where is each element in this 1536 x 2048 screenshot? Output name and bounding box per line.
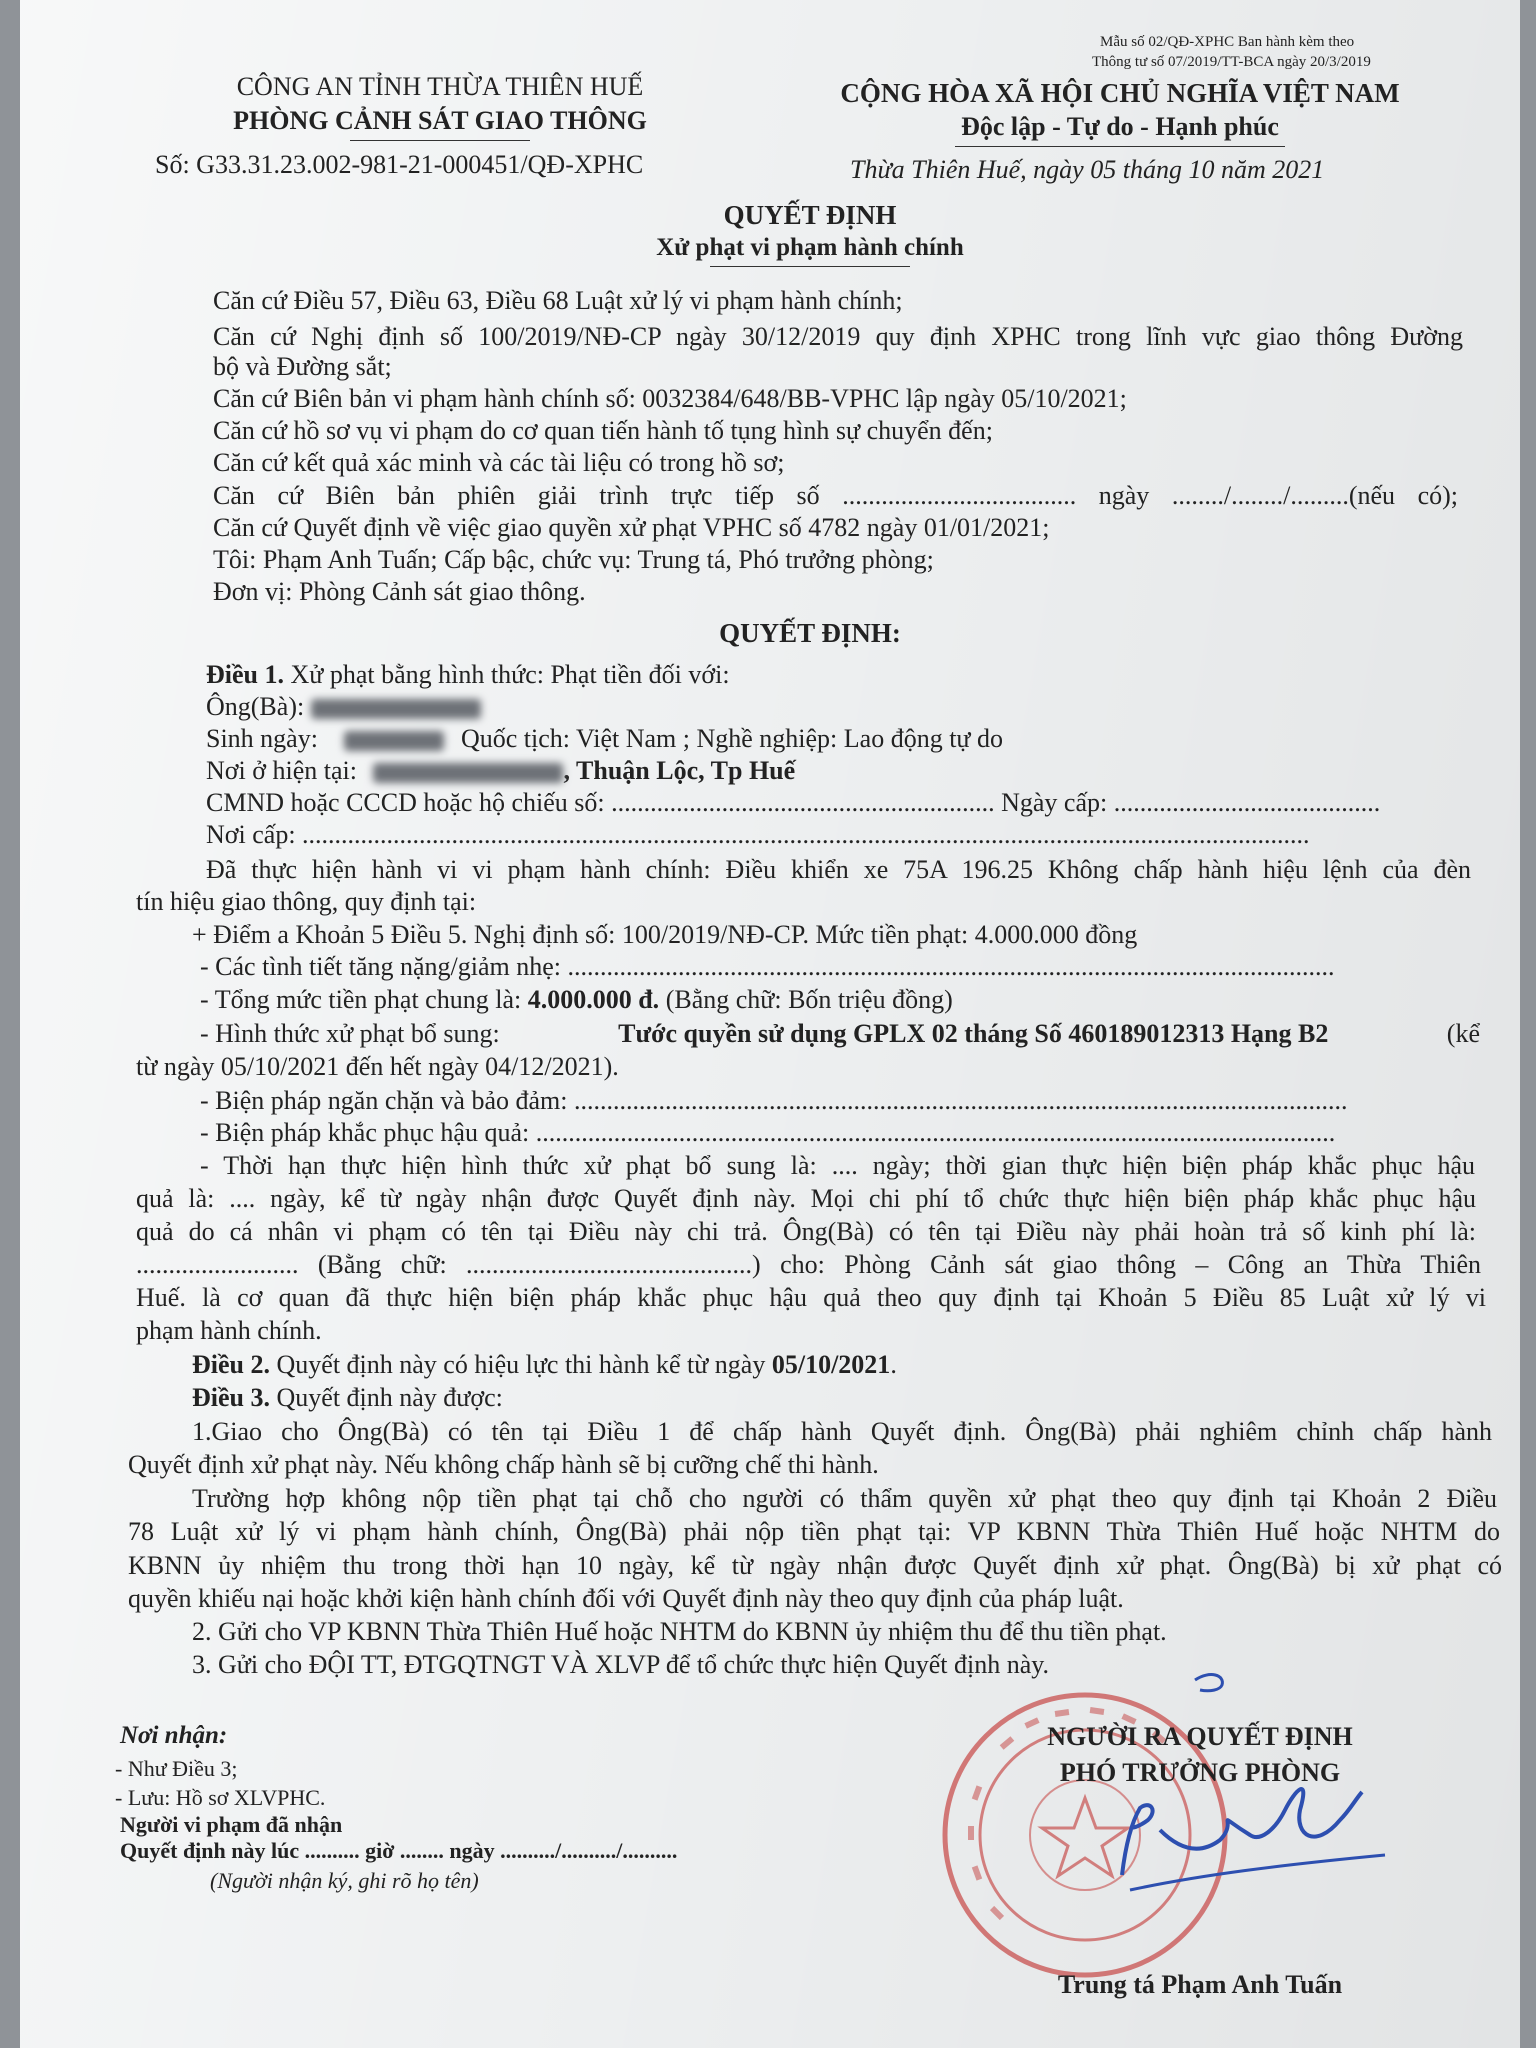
recipient-item: - Lưu: Hồ sơ XLVPHC. (115, 1785, 326, 1810)
redacted-address (373, 763, 563, 783)
article3-item: 3. Gửi cho ĐỘI TT, ĐTGQTNGT VÀ XLVP để tổ chức thực hiện Quyết định này. (192, 1650, 1050, 1679)
nation-underline (955, 146, 1285, 147)
basis-line: Căn cứ hồ sơ vụ vi phạm do cơ quan tiến hành tố tụng hình sự chuyển đến; (213, 416, 993, 445)
article3-item: KBNN ủy nhiệm thu trong thời hạn 10 ngày, kể từ ngày nhận được Quyết định xử phạt. Ông(Bà) bị xử phạt có (128, 1551, 1502, 1580)
total-words: (Bằng chữ: Bốn triệu đồng) (665, 985, 953, 1014)
article3-item: 2. Gửi cho VP KBNN Thừa Thiên Huế hoặc NHTM do KBNN ủy nhiệm thu để thu tiền phạt. (192, 1617, 1167, 1646)
name-label: Ông(Bà): (206, 692, 305, 721)
title-underline (710, 266, 910, 267)
form-note-2: Thông tư số 07/2019/TT-BCA ngày 20/3/2019 (1092, 54, 1371, 70)
term-line: ......................... (Bằng chữ: ............................................) cho: Phòng Cảnh sát giao thông – Công an Thừa Thiên (136, 1250, 1481, 1279)
article3-item: quyền khiếu nại hoặc khởi kiện hành chính đối với Quyết định này theo quy định của pháp luật. (128, 1584, 1124, 1613)
total-amount: 4.000.000 đ. (527, 985, 660, 1014)
signature (1100, 1660, 1400, 1920)
article3-line (192, 1383, 503, 1413)
total-line (200, 985, 953, 1015)
article1-intro-text: Xử phạt bằng hình thức: Phạt tiền đối với: (290, 660, 730, 689)
decision-heading: QUYẾT ĐỊNH: (719, 618, 901, 648)
decision-number: Số: G33.31.23.002-981-21-000451/QĐ-XPHC (155, 150, 644, 179)
receipt-line-2: Quyết định này lúc .......... giờ ........ ngày ........../........../.......... (120, 1838, 678, 1863)
basis-line: Căn cứ Quyết định về việc giao quyền xử phạt VPHC số 4782 ngày 01/01/2021; (213, 513, 1050, 542)
address-line (206, 756, 795, 786)
basis-line: Căn cứ Nghị định số 100/2019/NĐ-CP ngày 30/12/2019 quy định XPHC trong lĩnh vực giao thông Đường (213, 322, 1463, 351)
issue-place-line: Nơi cấp: ........................................................................................................................................................... (206, 820, 1310, 849)
receipt-line-1: Người vi phạm đã nhận (120, 1812, 343, 1837)
article3-item: Quyết định xử phạt này. Nếu không chấp hành sẽ bị cưỡng chế thi hành. (128, 1450, 879, 1479)
document-subtitle: Xử phạt vi phạm hành chính (656, 234, 964, 261)
article3-text: Quyết định này được: (276, 1383, 503, 1412)
redacted-name (311, 699, 481, 719)
recipient-item: - Như Điều 3; (115, 1756, 238, 1781)
dob-label: Sinh ngày: (206, 724, 318, 753)
term-line: quả là: .... ngày, kể từ ngày nhận được Quyết định này. Mọi chi phí tổ chức thực hiện biện pháp khắc phục hậu (136, 1184, 1476, 1213)
redacted-dob (344, 731, 444, 751)
id-line: CMND hoặc CCCD hoặc hộ chiếu số: ........................................................... Ngày cấp: ......................................... (206, 788, 1381, 817)
basis-line: Tôi: Phạm Anh Tuấn; Cấp bậc, chức vụ: Trung tá, Phó trưởng phòng; (213, 545, 934, 574)
address-visible: , Thuận Lộc, Tp Huế (563, 756, 796, 785)
clause-line: + Điểm a Khoản 5 Điều 5. Nghị định số: 100/2019/NĐ-CP. Mức tiền phạt: 4.000.000 đồng (192, 920, 1138, 949)
extra-penalty-value: Tước quyền sử dụng GPLX 02 tháng Số 460189012313 Hạng B2 (618, 1019, 1329, 1048)
basis-line: Căn cứ Biên bản vi phạm hành chính số: 0032384/648/BB-VPHC lập ngày 05/10/2021; (213, 384, 1127, 413)
term-line: - Thời hạn thực hiện hình thức xử phạt bổ sung là: .... ngày; thời gian thực hiện biện pháp khắc phục hậu (200, 1151, 1475, 1180)
total-label: - Tổng mức tiền phạt chung là: (200, 985, 522, 1014)
signer-name: Trung tá Phạm Anh Tuấn (1057, 1970, 1343, 1999)
document-page (20, 0, 1520, 2048)
dob-line (206, 724, 1003, 754)
article2-line (192, 1350, 897, 1380)
remedy-line: - Biện pháp khắc phục hậu quả: ........................................................................................................................... (200, 1118, 1336, 1147)
aggravating-line: - Các tình tiết tăng nặng/giảm nhẹ: ...................................................................................................................... (200, 952, 1335, 981)
article2-date: 05/10/2021 (771, 1350, 891, 1379)
nation-motto: Độc lập - Tự do - Hạnh phúc (961, 112, 1279, 141)
name-line (206, 692, 481, 722)
nationality-job: Quốc tịch: Việt Nam ; Nghề nghiệp: Lao động tự do (460, 724, 1004, 753)
article3-item: 1.Giao cho Ông(Bà) có tên tại Điều 1 để chấp hành Quyết định. Ông(Bà) phải nghiêm chỉnh chấp hành (192, 1417, 1492, 1446)
basis-line: Đơn vị: Phòng Cảnh sát giao thông. (213, 577, 586, 606)
term-line: phạm hành chính. (136, 1316, 322, 1345)
term-line: quả do cá nhân vi phạm có tên tại Điều này chi trả. Ông(Bà) có tên tại Điều này phải hoàn trả số kinh phí là: (136, 1217, 1476, 1246)
basis-line: bộ và Đường sắt; (213, 352, 392, 381)
receipt-note: (Người nhận ký, ghi rõ họ tên) (210, 1868, 479, 1893)
extra-penalty-line (200, 1019, 1480, 1049)
basis-line: Căn cứ Biên bản phiên giải trình trực tiếp số .................................... ngày ......../......../.........(nếu có); (213, 481, 1458, 510)
article2-label: Điều 2. (192, 1350, 270, 1379)
extra-penalty-line-2: từ ngày 05/10/2021 đến hết ngày 04/12/2021). (136, 1052, 619, 1081)
article3-item: Trường hợp không nộp tiền phạt tại chỗ cho người có thẩm quyền xử phạt theo quy định tại Khoản 2 Điều (192, 1484, 1497, 1513)
violation-line-2: tín hiệu giao thông, quy định tại: (136, 887, 477, 916)
place-date: Thừa Thiên Huế, ngày 05 tháng 10 năm 2021 (850, 155, 1325, 184)
extra-penalty-label: - Hình thức xử phạt bổ sung: (200, 1019, 500, 1048)
extra-penalty-tail: (kể (1446, 1019, 1480, 1048)
recipients-title: Nơi nhận: (120, 1722, 228, 1749)
document-title: QUYẾT ĐỊNH (723, 200, 897, 230)
signer-title: PHÓ TRƯỞNG PHÒNG (1059, 1758, 1341, 1787)
agency-underline (350, 140, 530, 141)
article1-intro (206, 660, 730, 690)
basis-line: Căn cứ kết quả xác minh và các tài liệu có trong hồ sơ; (213, 448, 785, 477)
nation-name: CỘNG HÒA XÃ HỘI CHỦ NGHĨA VIỆT NAM (840, 78, 1400, 108)
violation-line-1: Đã thực hiện hành vi vi phạm hành chính: Điều khiển xe 75A 196.25 Không chấp hành hiệu lệnh của đèn (206, 855, 1471, 884)
article3-item: 78 Luật xử lý vi phạm hành chính, Ông(Bà) phải nộp tiền phạt tại: VP KBNN Thừa Thiên Huế hoặc NHTM do (128, 1517, 1500, 1546)
basis-line: Căn cứ Điều 57, Điều 63, Điều 68 Luật xử lý vi phạm hành chính; (213, 286, 903, 315)
article1-label: Điều 1. (206, 660, 284, 689)
term-line: Huế. là cơ quan đã thực hiện biện pháp khắc phục hậu quả theo quy định tại Khoản 5 Điều 85 Luật xử lý vi (136, 1283, 1486, 1312)
form-note-1: Mẫu số 02/QĐ-XPHC Ban hành kèm theo (1100, 34, 1355, 50)
article2-text: Quyết định này có hiệu lực thi hành kể từ ngày (276, 1350, 766, 1379)
article3-label: Điều 3. (192, 1383, 270, 1412)
agency-department: PHÒNG CẢNH SÁT GIAO THÔNG (233, 106, 647, 135)
prevent-line: - Biện pháp ngăn chặn và bảo đảm: ....................................................................................................................... (200, 1086, 1348, 1115)
article2-end: . (890, 1350, 897, 1379)
agency-name: CÔNG AN TỈNH THỪA THIÊN HUẾ (236, 72, 644, 101)
address-label: Nơi ở hiện tại: (206, 756, 357, 785)
signer-role: NGƯỜI RA QUYẾT ĐỊNH (1047, 1722, 1353, 1751)
